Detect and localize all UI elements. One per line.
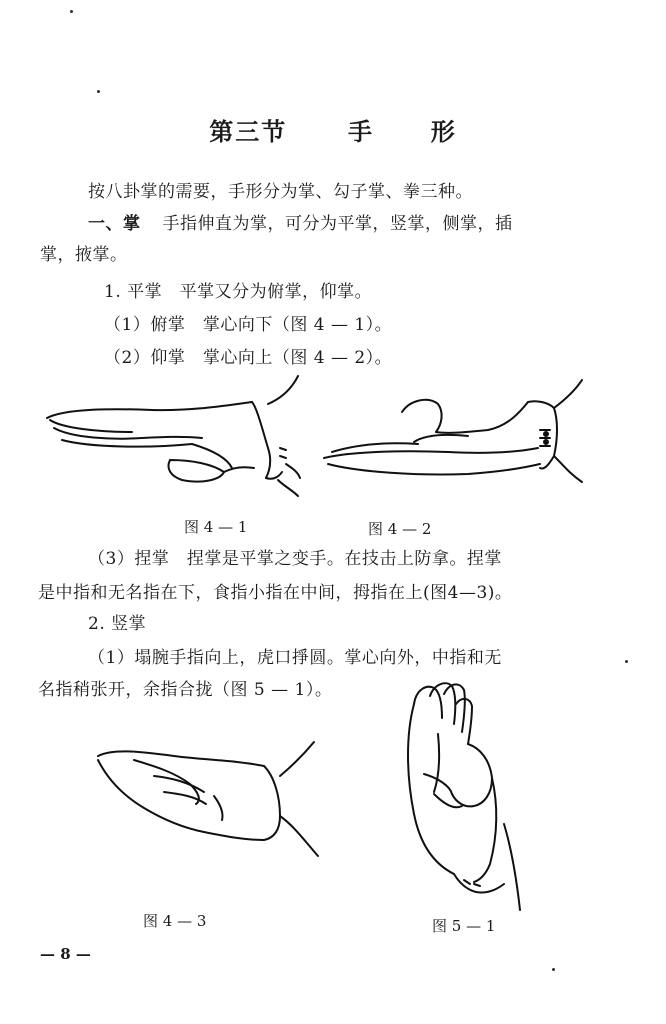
vertical-palm-item: （1）塌腕手指向上，虎口掙圆。掌心向外，中指和无 [88, 648, 502, 668]
supine-palm-item: （2）仰掌 掌心向上（图 4 — 2）。 [104, 348, 393, 368]
figure-4-2-caption: 图 4 — 2 [368, 520, 432, 538]
vertical-palm-item-cont: 名指稍张开，余指合拢（图 5 — 1）。 [38, 680, 333, 700]
palm-definition-cont: 掌，掖掌。 [40, 245, 128, 265]
section-title [0, 112, 666, 147]
figure-4-3-caption: 图 4 — 3 [143, 912, 207, 930]
section-title-char-1: 手 [348, 117, 374, 146]
section-number: 第三节 [209, 117, 288, 146]
pinch-palm-item: （3）捏掌 捏掌是平掌之变手。在技击上防拿。捏掌 [88, 549, 502, 569]
palm-heading: 一、掌 [88, 214, 141, 234]
print-speck [625, 660, 628, 663]
palm-heading-line [88, 213, 513, 235]
figure-4-3-illustration [94, 736, 328, 880]
flat-palm-heading: 1. 平掌 平掌又分为俯掌，仰掌。 [104, 282, 373, 302]
print-speck [97, 90, 100, 93]
prone-palm-item: （1）俯掌 掌心向下（图 4 — 1）。 [104, 315, 393, 335]
intro-paragraph: 按八卦掌的需要，手形分为掌、勾子掌、拳三种。 [88, 182, 473, 202]
print-speck [70, 10, 73, 13]
figure-4-2-illustration [318, 372, 590, 512]
section-title-char-2: 形 [430, 117, 457, 146]
figure-4-1-caption: 图 4 — 1 [184, 518, 248, 536]
page-number: — 8 — [40, 945, 91, 963]
palm-definition: 手指伸直为掌，可分为平掌，竖掌，侧掌，插 [162, 214, 513, 234]
print-speck [552, 968, 555, 971]
vertical-palm-heading: 2. 竖掌 [88, 614, 147, 634]
figure-4-1-illustration [42, 368, 304, 508]
figure-5-1-caption: 图 5 — 1 [432, 917, 496, 935]
pinch-palm-item-cont: 是中指和无名指在下，食指小指在中间，拇指在上(图4—3)。 [38, 583, 513, 603]
figure-5-1-illustration [394, 674, 528, 916]
